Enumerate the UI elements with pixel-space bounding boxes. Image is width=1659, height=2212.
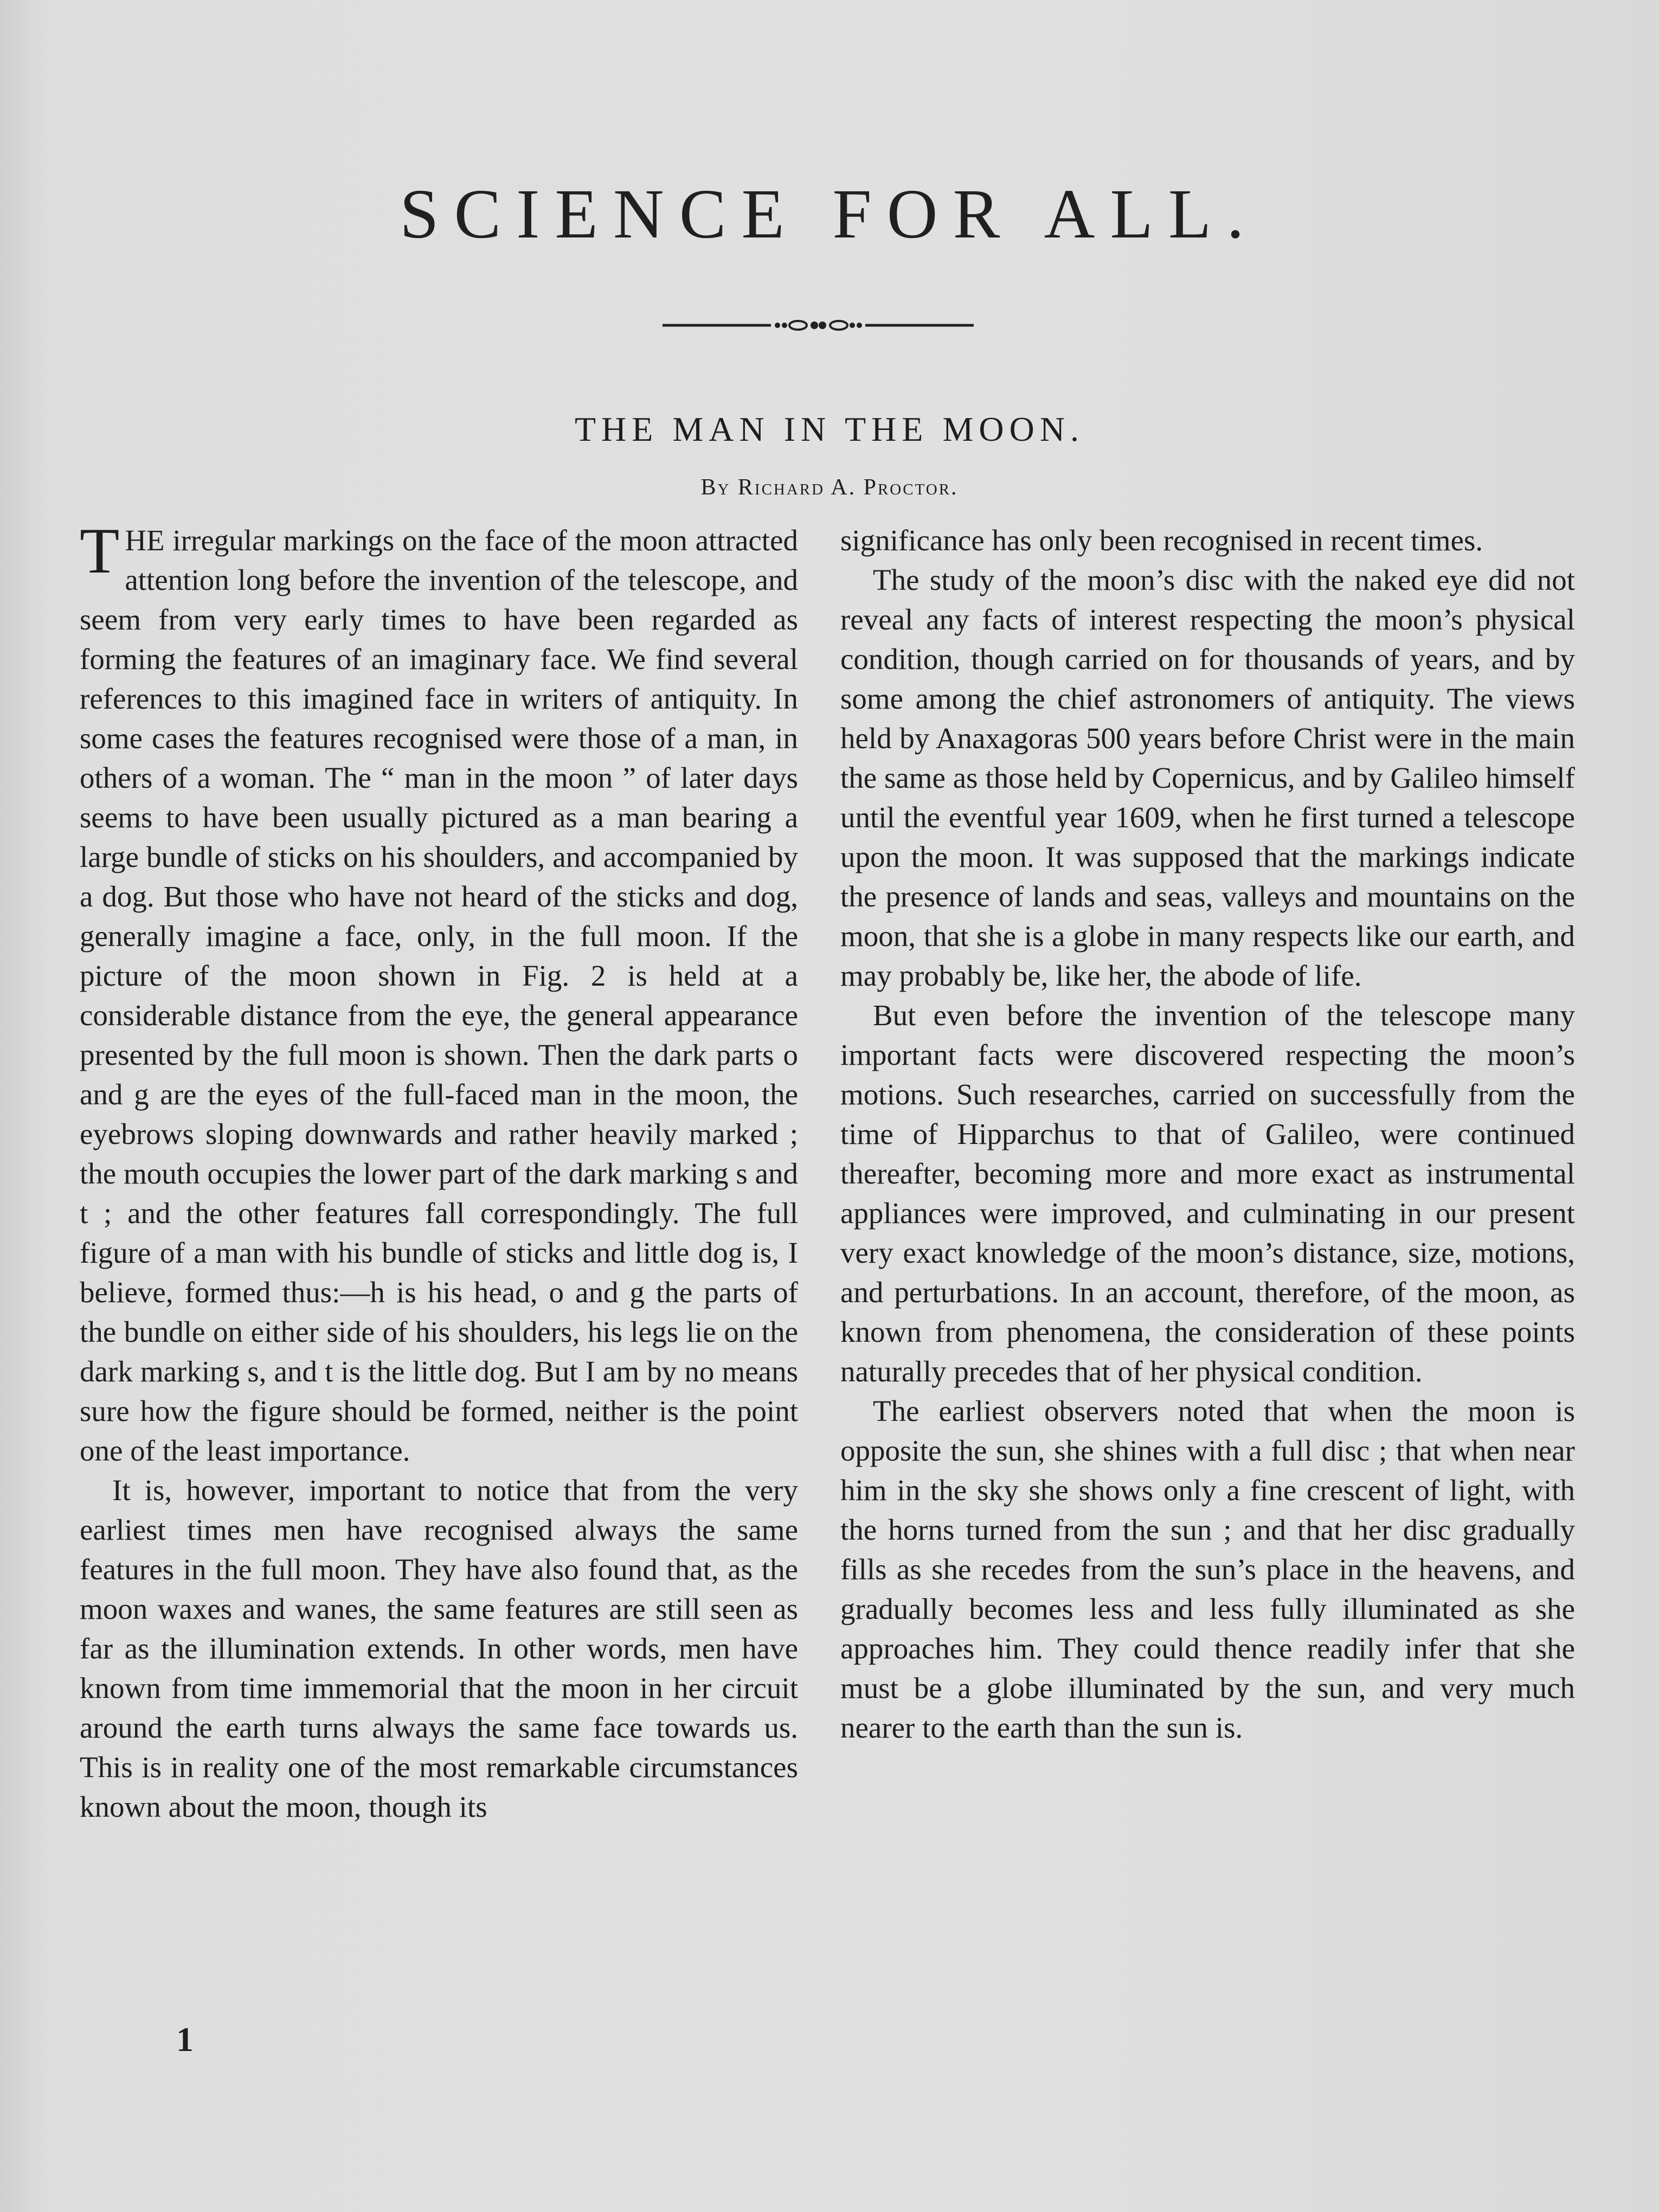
page-number: 1: [176, 2020, 194, 2059]
article-title: THE MAN IN THE MOON.: [574, 410, 1085, 448]
paragraph: The earliest observers noted that when the moon is opposite the sun, she shines with a full disc ; that when near him in the sky she shows only a fine crescent of light, with the horns turned from the sun ; and that her disc gradually fills as she recedes from the sun’s place in the heavens, and gradually becomes less and less fully illuminated as she approaches him. They could thence readily infer that she must be a globe illuminated by the sun, and very much nearer to the earth than the sun is.: [840, 1394, 1575, 1744]
masthead-title: SCIENCE FOR ALL.: [400, 175, 1259, 253]
paragraph-text: HE irregular markings on the face of the moon attracted attention long before the invention of the telescope, and seem from very early times to have been regarded as forming the features of an imaginary face. We find several references to this imagined face in writers of antiquity. In some cases the features recognised were those of a man, in others of a woman. The “ man in the moon ” of later days seems to have been usually pictured as a man bearing a large bundle of sticks on his shoulders, and accompanied by a dog. But those who have not heard of the sticks and dog, generally imagine a face, only, in the full moon. If the picture of the moon shown in Fig. 2 is held at a considerable distance from the eye, the general appearance presented by the full moon is shown. Then the dark parts o and g are the eyes of the full-faced man in the moon, the eyebrows sloping downwards and rather heavily marked ; the mouth occupies the lower part of the dark marking s and t ; and the other features fall correspondingly. The full figure of a man with his bundle of sticks and little dog is, I believe, formed thus:—h is his head, o and g the parts of the bundle on either side of his shoulders, his legs lie on the dark marking s, and t is the little dog. But I am by no means sure how the figure should be formed, neither is the point one of the least importance.: [80, 524, 798, 1467]
paragraph: [80, 515, 798, 1470]
drop-cap: T: [80, 515, 120, 587]
ornament-divider: [663, 318, 974, 332]
right-column: [840, 520, 1575, 1747]
paragraph: It is, however, important to notice that from the very earliest times men have recognised always the same features in the full moon. They have also found that, as the moon waxes and wanes, the same features are still seen as far as the illumination extends. In other words, men have known from time immemorial that the moon in her circuit around the earth turns always the same face towards us. This is in reality one of the most remarkable circumstances known about the moon, though its: [80, 1474, 798, 1823]
paragraph: But even before the invention of the telescope many important facts were discovered respecting the moon’s motions. Such researches, carried on successfully from the time of Hipparchus to that of Galileo, were continued thereafter, becoming more and more exact as instrumental appliances were improved, and culminating in our present very exact knowledge of the moon’s distance, size, motions, and perturbations. In an account, therefore, of the moon, as known from phenomena, the consideration of these points naturally precedes that of her physical condition.: [840, 999, 1575, 1388]
paragraph: significance has only been recognised in recent times.: [840, 524, 1483, 557]
left-column: [80, 515, 798, 1827]
paragraph: The study of the moon’s disc with the naked eye did not reveal any facts of interest respecting the moon’s physical condition, though carried on for thousands of years, and by some among the chief astronomers of antiquity. The views held by Anaxagoras 500 years before Christ were in the main the same as those held by Copernicus, and by Galileo himself until the eventful year 1609, when he first turned a telescope upon the moon. It was supposed that the markings indicate the presence of lands and seas, valleys and mountains on the moon, that she is a globe in many respects like our earth, and may probably be, like her, the abode of life.: [840, 563, 1575, 992]
article-byline: By Richard A. Proctor.: [700, 475, 959, 500]
